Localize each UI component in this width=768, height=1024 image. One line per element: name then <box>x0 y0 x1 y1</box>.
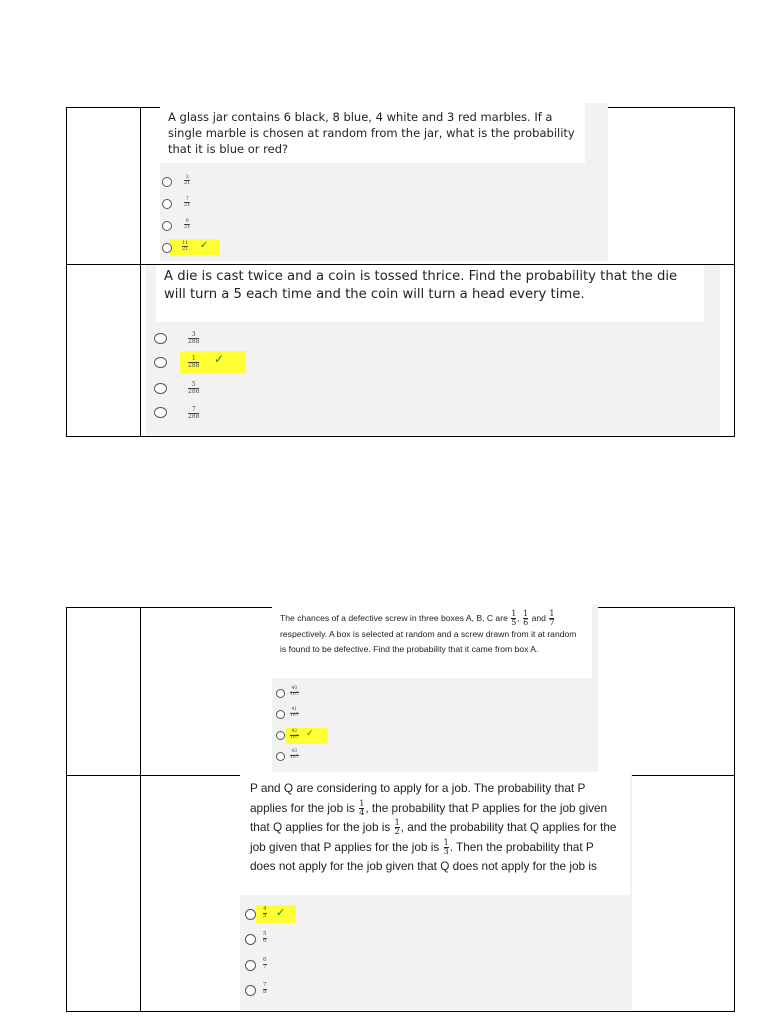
question-4-options <box>240 903 632 1003</box>
option-fraction: 40 107 <box>290 686 299 697</box>
radio-button[interactable] <box>245 960 256 971</box>
option-fraction: 11 21 <box>182 240 189 252</box>
option-fraction: 7 288 <box>188 406 200 420</box>
question-3-options <box>272 686 598 772</box>
check-icon: ✓ <box>276 906 286 919</box>
question-2-text: A die is cast twice and a coin is tossed thrice. Find the probability that the die will turn a 5 each time and the coin will turn a head every time. <box>164 269 678 302</box>
radio-button[interactable] <box>245 985 256 996</box>
question-2-options <box>146 329 720 429</box>
question-3-text-box <box>272 604 592 678</box>
option-fraction: 6 7 <box>263 957 267 970</box>
highlight-marker <box>170 239 220 255</box>
inline-fraction: $\frac{1}{7}$ <box>549 609 555 627</box>
check-icon: ✓ <box>214 352 225 366</box>
option-fraction: 4 5 <box>263 906 267 919</box>
inline-fraction: $\frac{1}{3}$ <box>443 837 449 856</box>
option-fraction: 3 288 <box>188 331 200 345</box>
question-4-text-box <box>240 773 630 895</box>
table-2-column-divider <box>140 608 141 1011</box>
option-fraction: 43 107 <box>290 749 299 760</box>
question-1-screenshot <box>160 103 608 261</box>
radio-button[interactable] <box>162 221 172 231</box>
radio-button[interactable] <box>276 731 285 740</box>
check-icon: ✓ <box>200 240 209 251</box>
radio-button[interactable] <box>162 243 172 253</box>
option-fraction: 1 288 <box>188 355 200 369</box>
radio-button[interactable] <box>154 383 167 394</box>
question-2-text-box <box>156 265 704 322</box>
radio-button[interactable] <box>245 934 256 945</box>
inline-fraction: $\frac{1}{4}$ <box>359 798 365 817</box>
question-4-text: P and Q are considering to apply for a job. The probability that P applies for the job is $\frac{1}{4}$ , the probability that P applies for the job given that Q applies for the job is $\frac{1}{2}$ , and the probability that Q applies for the job given that P applies for the job is $\frac{1}{3}$ . Then the probability that P does not apply for the job given that Q does not apply for the job is <box>250 781 617 873</box>
radio-button[interactable] <box>154 357 167 368</box>
radio-button[interactable] <box>276 710 285 719</box>
option-fraction: 7 21 <box>184 196 191 208</box>
option-fraction: 5 6 <box>263 931 267 944</box>
inline-fraction: $\frac{1}{2}$ <box>394 818 400 837</box>
option-fraction: 3 21 <box>184 174 191 186</box>
option-fraction: 5 288 <box>188 381 200 395</box>
radio-button[interactable] <box>276 752 285 761</box>
question-1-text: A glass jar contains 6 black, 8 blue, 4 white and 3 red marbles. If a single marble is chosen at random from the jar, what is the probability that it is blue or red? <box>168 110 575 156</box>
table-1-column-divider <box>140 108 141 436</box>
radio-button[interactable] <box>154 407 167 418</box>
radio-button[interactable] <box>162 199 172 209</box>
radio-button[interactable] <box>245 909 256 920</box>
option-fraction: 41 107 <box>290 707 299 718</box>
option-fraction: 42 107 <box>290 729 299 740</box>
inline-fraction: $\frac{1}{5}$ <box>511 609 517 627</box>
inline-fraction: $\frac{1}{6}$ <box>523 609 529 627</box>
option-fraction: 9 21 <box>184 218 191 230</box>
check-icon: ✓ <box>306 729 314 739</box>
question-3-text: The chances of a defective screw in three boxes A, B, C are $\frac{1}{5}$ , $\frac{1}{6}$ and $\frac{1}{7}$ respectively. A box is selected at random and a screw drawn from it at random is found to be defective. Find the probability that it came from box A. <box>280 609 577 654</box>
radio-button[interactable] <box>162 177 172 187</box>
radio-button[interactable] <box>276 689 285 698</box>
question-4-screenshot <box>240 773 632 1010</box>
question-2-screenshot <box>146 265 720 435</box>
option-fraction: 7 8 <box>263 982 267 995</box>
question-1-text-box <box>160 103 585 163</box>
question-3-screenshot <box>272 604 598 772</box>
question-1-options <box>160 173 608 263</box>
radio-button[interactable] <box>154 333 167 344</box>
